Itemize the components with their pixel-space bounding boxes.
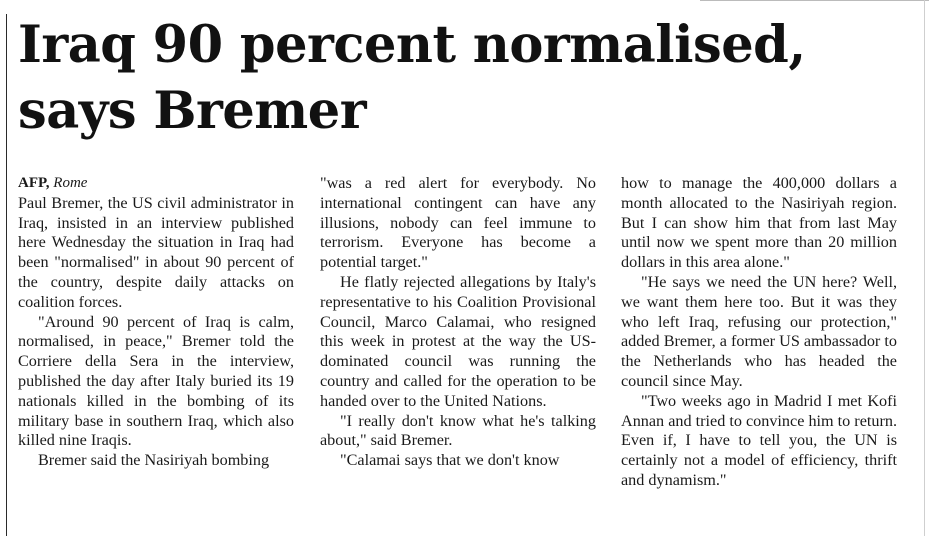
byline-agency: AFP, — [18, 175, 50, 191]
paragraph: "Around 90 percent of Iraq is calm, normalised, in peace," Bremer told the Corriere della Sera in the interview, published the day after Italy buried its 19 nationals killed in the bombing of its military base in southern Iraq, which also killed nine Iraqis. — [18, 312, 294, 450]
page-edge-right — [924, 0, 925, 536]
article-headline: Iraq 90 percent normalised, says Bremer — [18, 15, 806, 141]
column-rule-left — [6, 14, 7, 536]
article-column-1 — [18, 174, 294, 471]
paragraph: "Two weeks ago in Madrid I met Kofi Annan and tried to convince him to return. Even if, I have to tell you, the UN is certainly not a model of efficiency, thrift and dynamism." — [621, 391, 898, 489]
byline — [18, 174, 294, 194]
article-column-2 — [320, 174, 596, 471]
paragraph: "Calamai says that we don't know — [340, 451, 560, 470]
article-column-3 — [621, 174, 897, 491]
paragraph: Paul Bremer, the US civil administrator in Iraq, insisted in an interview published here Wednesday the situation in Iraq had been "normalised" in about 90 percent of the country, despite daily attacks on coalition forces. — [18, 193, 294, 311]
paragraph: "I really don't know what he's talking about," said Bremer. — [320, 411, 596, 450]
page-edge-top — [700, 0, 929, 1]
paragraph: He flatly rejected allegations by Italy's representative to his Coalition Provisional Council, Marco Calamai, who resigned this week in protest at the way the US-dominated council was running the country and called for the operation to be handed over to the United Nations. — [320, 272, 596, 410]
paragraph: how to manage the 400,000 dollars a month allocated to the Nasiriyah region. But I can show him that from last May until now we spent more than 20 million dollars in this area alone." — [621, 174, 897, 272]
paragraph: "was a red alert for everybody. No international contingent can have any illusions, nobody can feel immune to terrorism. Everyone has become a potential target." — [320, 174, 596, 272]
paragraph: "He says we need the UN here? Well, we want them here too. But it was they who left Iraq, refusing our protection," added Bremer, a former US ambassador to the Netherlands who has headed the council since May. — [621, 272, 897, 390]
paragraph: Bremer said the Nasiriyah bombing — [38, 451, 270, 470]
byline-location: Rome — [53, 175, 88, 191]
